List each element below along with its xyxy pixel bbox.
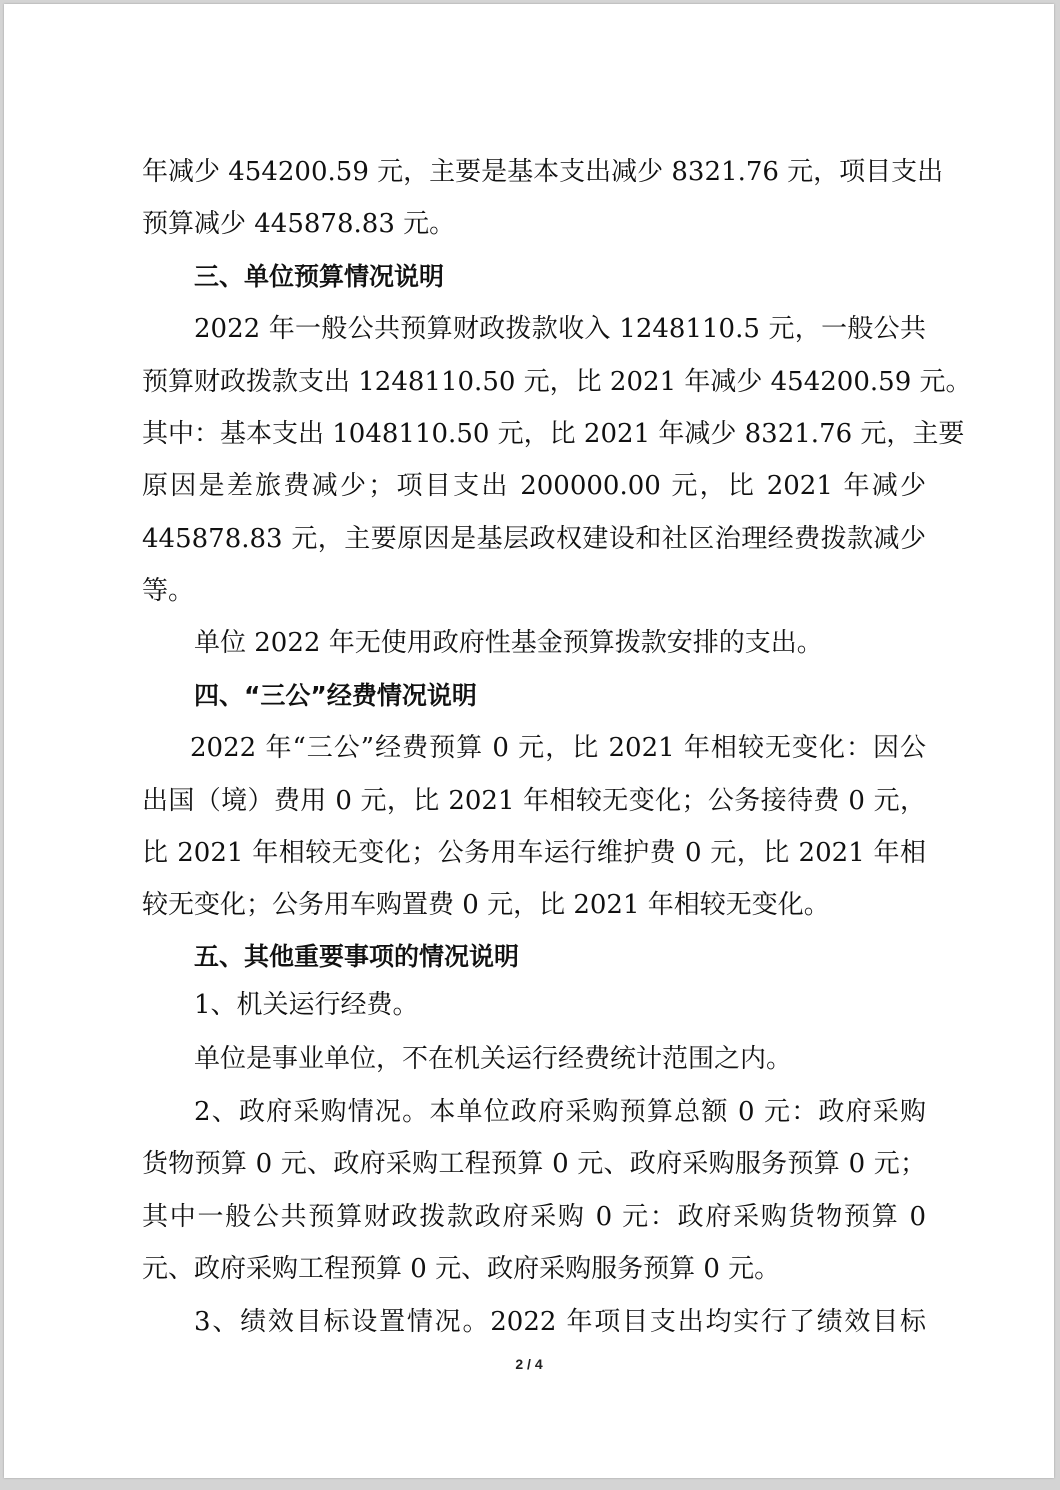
body-line: 3、绩效目标设置情况。2022 年项目支出均实行了绩效目标 bbox=[194, 1307, 926, 1337]
section-heading-4: 四、“三公”经费情况说明 bbox=[194, 681, 477, 710]
body-line: 2022 年“三公”经费预算 0 元，比 2021 年相较无变化：因公 bbox=[190, 733, 926, 763]
body-line: 1、机关运行经费。 bbox=[194, 990, 419, 1020]
body-line: 单位 2022 年无使用政府性基金预算拨款安排的支出。 bbox=[194, 628, 823, 658]
page-number: 2 / 4 bbox=[515, 1356, 543, 1372]
body-line: 出国（境）费用 0 元，比 2021 年相较无变化；公务接待费 0 元， bbox=[142, 786, 926, 816]
section-heading-3: 三、单位预算情况说明 bbox=[194, 262, 445, 291]
body-line: 2022 年一般公共预算财政拨款收入 1248110.5 元，一般公共 bbox=[194, 314, 926, 344]
body-line: 单位是事业单位，不在机关运行经费统计范围之内。 bbox=[194, 1044, 793, 1074]
body-line: 元、政府采购工程预算 0 元、政府采购服务预算 0 元。 bbox=[142, 1254, 781, 1284]
body-line: 货物预算 0 元、政府采购工程预算 0 元、政府采购服务预算 0 元； bbox=[142, 1149, 926, 1179]
body-line: 445878.83 元，主要原因是基层政权建设和社区治理经费拨款减少 bbox=[142, 524, 926, 554]
body-line: 预算减少 445878.83 元。 bbox=[142, 209, 456, 239]
body-line: 预算财政拨款支出 1248110.50 元，比 2021 年减少 454200.59 元。 bbox=[142, 367, 972, 397]
body-line: 年减少 454200.59 元，主要是基本支出减少 8321.76 元，项目支出 bbox=[142, 157, 944, 187]
body-line: 比 2021 年相较无变化；公务用车运行维护费 0 元，比 2021 年相 bbox=[142, 838, 926, 868]
section-heading-5: 五、其他重要事项的情况说明 bbox=[194, 942, 520, 971]
body-line: 2、政府采购情况。本单位政府采购预算总额 0 元：政府采购 bbox=[194, 1097, 926, 1127]
body-line: 等。 bbox=[142, 576, 195, 606]
body-line: 原因是差旅费减少；项目支出 200000.00 元，比 2021 年减少 bbox=[142, 471, 926, 501]
body-line: 其中一般公共预算财政拨款政府采购 0 元：政府采购货物预算 0 bbox=[142, 1202, 926, 1232]
body-line: 较无变化；公务用车购置费 0 元，比 2021 年相较无变化。 bbox=[142, 890, 830, 920]
document-page bbox=[4, 4, 1054, 1478]
body-line: 其中：基本支出 1048110.50 元，比 2021 年减少 8321.76 元，主要 bbox=[142, 419, 965, 449]
